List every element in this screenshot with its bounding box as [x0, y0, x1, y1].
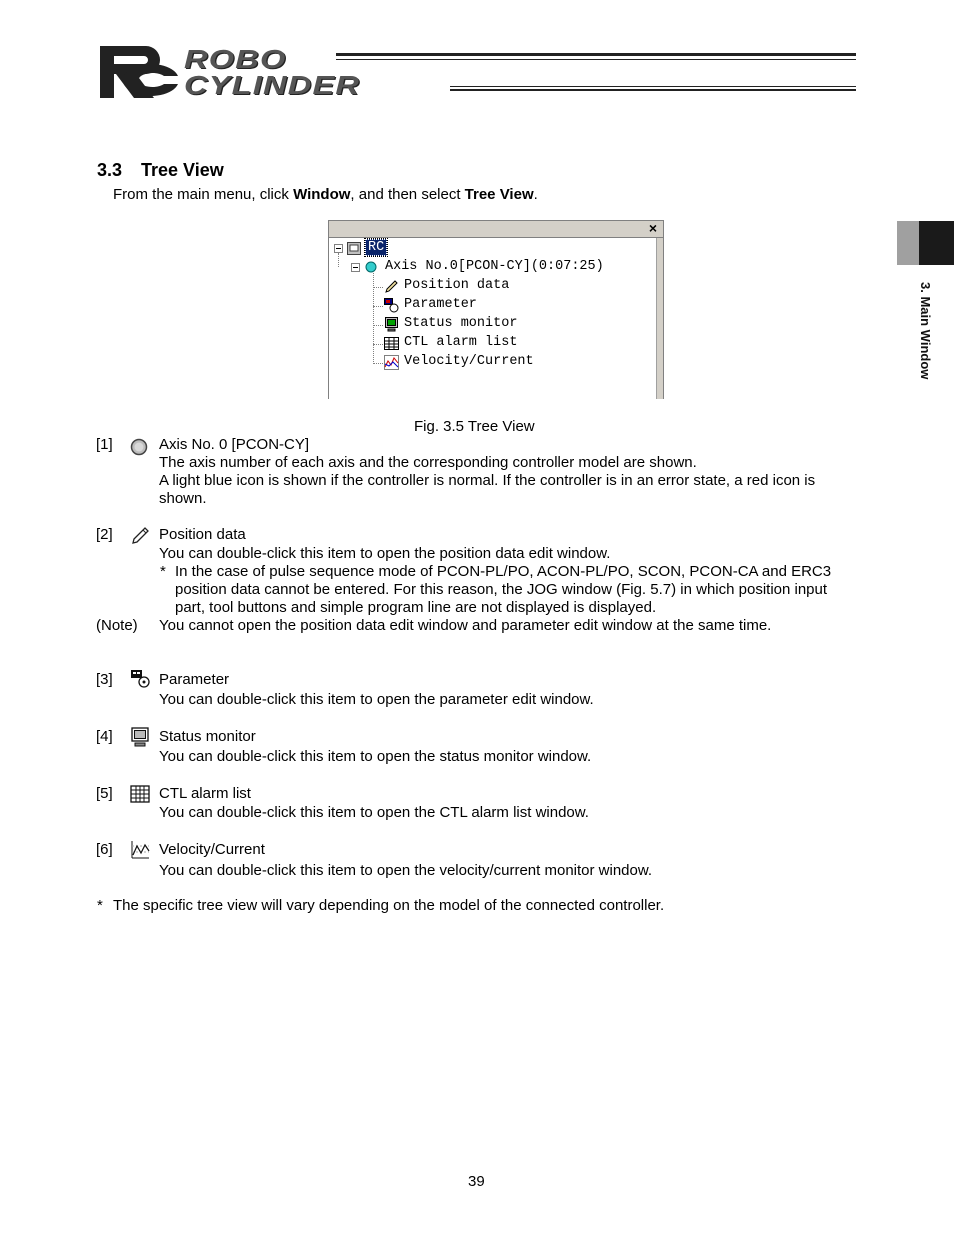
figure-caption: Fig. 3.5 Tree View	[414, 418, 535, 435]
close-icon[interactable]: ×	[648, 220, 657, 236]
note-text: You cannot open the position data edit window and parameter edit window at the same time.	[159, 617, 772, 634]
intro-text-end: .	[533, 186, 538, 203]
axis-circle-icon	[129, 437, 149, 457]
axis-status-icon	[365, 261, 377, 273]
tree-item-velocity-current[interactable]: Velocity/Current	[404, 354, 534, 369]
entry-number: [5]	[96, 785, 113, 802]
parameter-icon	[130, 669, 150, 689]
header-rule-bottom	[450, 86, 856, 87]
tree-item-parameter[interactable]: Parameter	[404, 297, 477, 312]
pencil-icon	[130, 525, 150, 545]
entry-text: You can double-click this item to open the velocity/current monitor window.	[159, 862, 653, 879]
pencil-icon	[384, 279, 399, 294]
side-tab-label: 3. Main Window	[918, 282, 933, 380]
entry-title: Parameter	[159, 671, 230, 688]
tree-line	[373, 325, 383, 326]
entry-text: You can double-click this item to open the status monitor window.	[159, 748, 592, 765]
entry-text: You can double-click this item to open the parameter edit window.	[159, 691, 594, 708]
rc-logo-icon	[96, 44, 180, 100]
intro-text: From the main menu, click	[113, 186, 294, 203]
entry-text: You can double-click this item to open the position data edit window.	[159, 545, 611, 562]
header-rule-top	[336, 53, 856, 56]
tree-view-titlebar	[329, 221, 663, 238]
entry-title: Position data	[159, 526, 246, 543]
collapse-icon[interactable]	[351, 263, 360, 272]
alarm-list-icon	[130, 784, 150, 804]
intro-text-mid: , and then select	[350, 186, 465, 203]
header-rule-top-thin	[336, 59, 856, 60]
entry-title: CTL alarm list	[159, 785, 251, 802]
tree-line	[373, 287, 383, 288]
monitor-icon	[130, 727, 150, 747]
intro-window-bold: Window	[293, 186, 351, 203]
graph-icon	[384, 355, 399, 370]
side-tab-black	[919, 221, 954, 265]
tree-line	[373, 363, 383, 364]
page-number: 39	[468, 1173, 485, 1190]
header-rule-bottom-thick	[450, 89, 856, 91]
footnote-text: The specific tree view will vary depending on the model of the connected controller.	[113, 897, 665, 914]
intro-treeview-bold: Tree View	[464, 186, 534, 203]
entry-text: The axis number of each axis and the corresponding controller model are shown.	[159, 454, 697, 471]
parameter-icon	[384, 298, 399, 313]
entry-title: Velocity/Current	[159, 841, 265, 858]
entry-number: [4]	[96, 728, 113, 745]
entry-number: [2]	[96, 526, 113, 543]
controller-icon	[347, 242, 361, 255]
entry-number: [6]	[96, 841, 113, 858]
tree-line	[373, 306, 383, 307]
entry-text: A light blue icon is shown if the controller is normal. If the controller is in an error state, a red icon is	[159, 472, 816, 489]
side-tab-gray	[897, 221, 919, 265]
tree-root-rc[interactable]: RC	[365, 239, 387, 256]
entry-title: Status monitor	[159, 728, 256, 745]
entry-note: part, tool buttons and simple program line are not displayed is displayed.	[175, 599, 657, 616]
logo-robo-text: ROBO	[184, 44, 287, 74]
entry-number: [1]	[96, 436, 113, 453]
tree-item-position-data[interactable]: Position data	[404, 278, 510, 293]
entry-number: [3]	[96, 671, 113, 688]
tree-line	[338, 253, 339, 267]
note-star: *	[160, 563, 166, 580]
collapse-icon[interactable]	[334, 244, 343, 253]
section-intro	[113, 186, 538, 204]
note-label: (Note)	[96, 617, 138, 634]
graph-icon	[130, 840, 150, 860]
entry-note: In the case of pulse sequence mode of PCON-PL/PO, ACON-PL/PO, SCON, PCON-CA and ERC3	[175, 563, 832, 580]
tree-item-ctl-alarm-list[interactable]: CTL alarm list	[404, 335, 518, 350]
alarm-list-icon	[384, 336, 399, 351]
tree-axis-item[interactable]: Axis No.0[PCON-CY](0:07:25)	[385, 259, 604, 274]
entry-text: You can double-click this item to open the CTL alarm list window.	[159, 804, 589, 821]
monitor-icon	[384, 317, 399, 332]
tree-view-window	[328, 220, 664, 399]
section-number: 3.3	[97, 160, 123, 180]
section-title: Tree View	[141, 160, 224, 180]
tree-view-scrollbar[interactable]	[656, 238, 663, 399]
entry-text: shown.	[159, 490, 207, 507]
footnote-star: *	[97, 897, 103, 914]
tree-item-status-monitor[interactable]: Status monitor	[404, 316, 518, 331]
tree-line	[373, 344, 383, 345]
logo-cylinder-text: CYLINDER	[184, 70, 361, 100]
entry-title: Axis No. 0 [PCON-CY]	[159, 436, 310, 453]
section-heading	[97, 160, 224, 181]
entry-note: position data cannot be entered. For this reason, the JOG window (Fig. 5.7) in which position input	[175, 581, 828, 598]
